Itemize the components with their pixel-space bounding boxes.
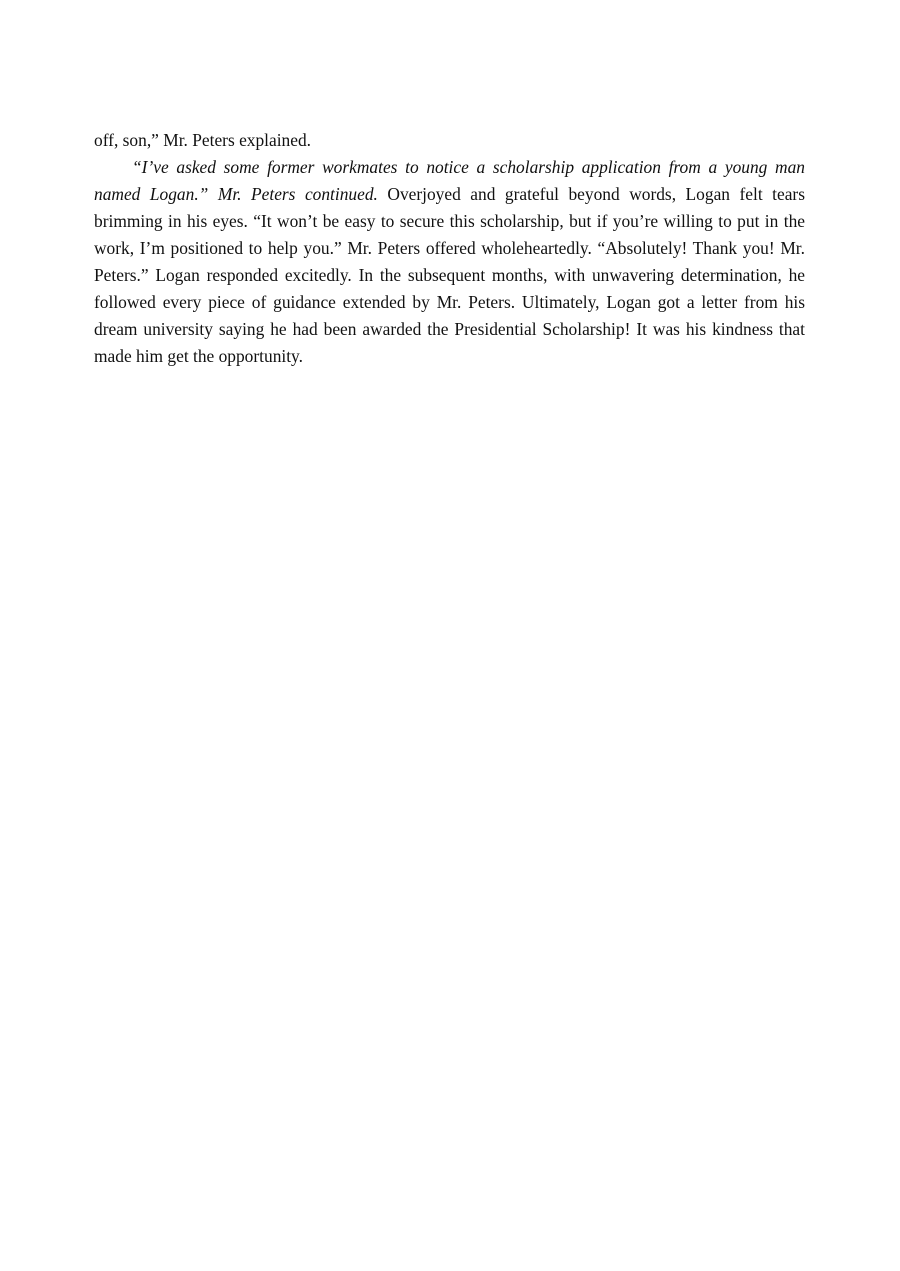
paragraph-text: Overjoyed and grateful beyond words, Logan felt tears brimming in his eyes. “It won’t be easy to secure this scholarship, but if you’re willing to put in the work, I’m positioned to help you.” Mr. Peters offered wholeheartedly. “Absolutely! Thank you! Mr. Peters.” Logan responded excitedly. In the subsequent months, with unwavering determination, he followed every piece of guidance extended by Mr. Peters. Ultimately, Logan got a letter from his dream university saying he had been awarded the Presidential Scholarship! It was his kindness that made him get the opportunity. (94, 184, 805, 366)
paragraph-scholarship (94, 154, 805, 370)
paragraph-text: off, son,” Mr. Peters explained. (94, 130, 312, 150)
paragraph-continuation (94, 127, 805, 154)
italic-quote-text: “I’ve asked some former workmates to notice a scholarship application from a young man named Logan.” Mr. Peters continued. (94, 157, 805, 204)
story-text (94, 127, 805, 370)
